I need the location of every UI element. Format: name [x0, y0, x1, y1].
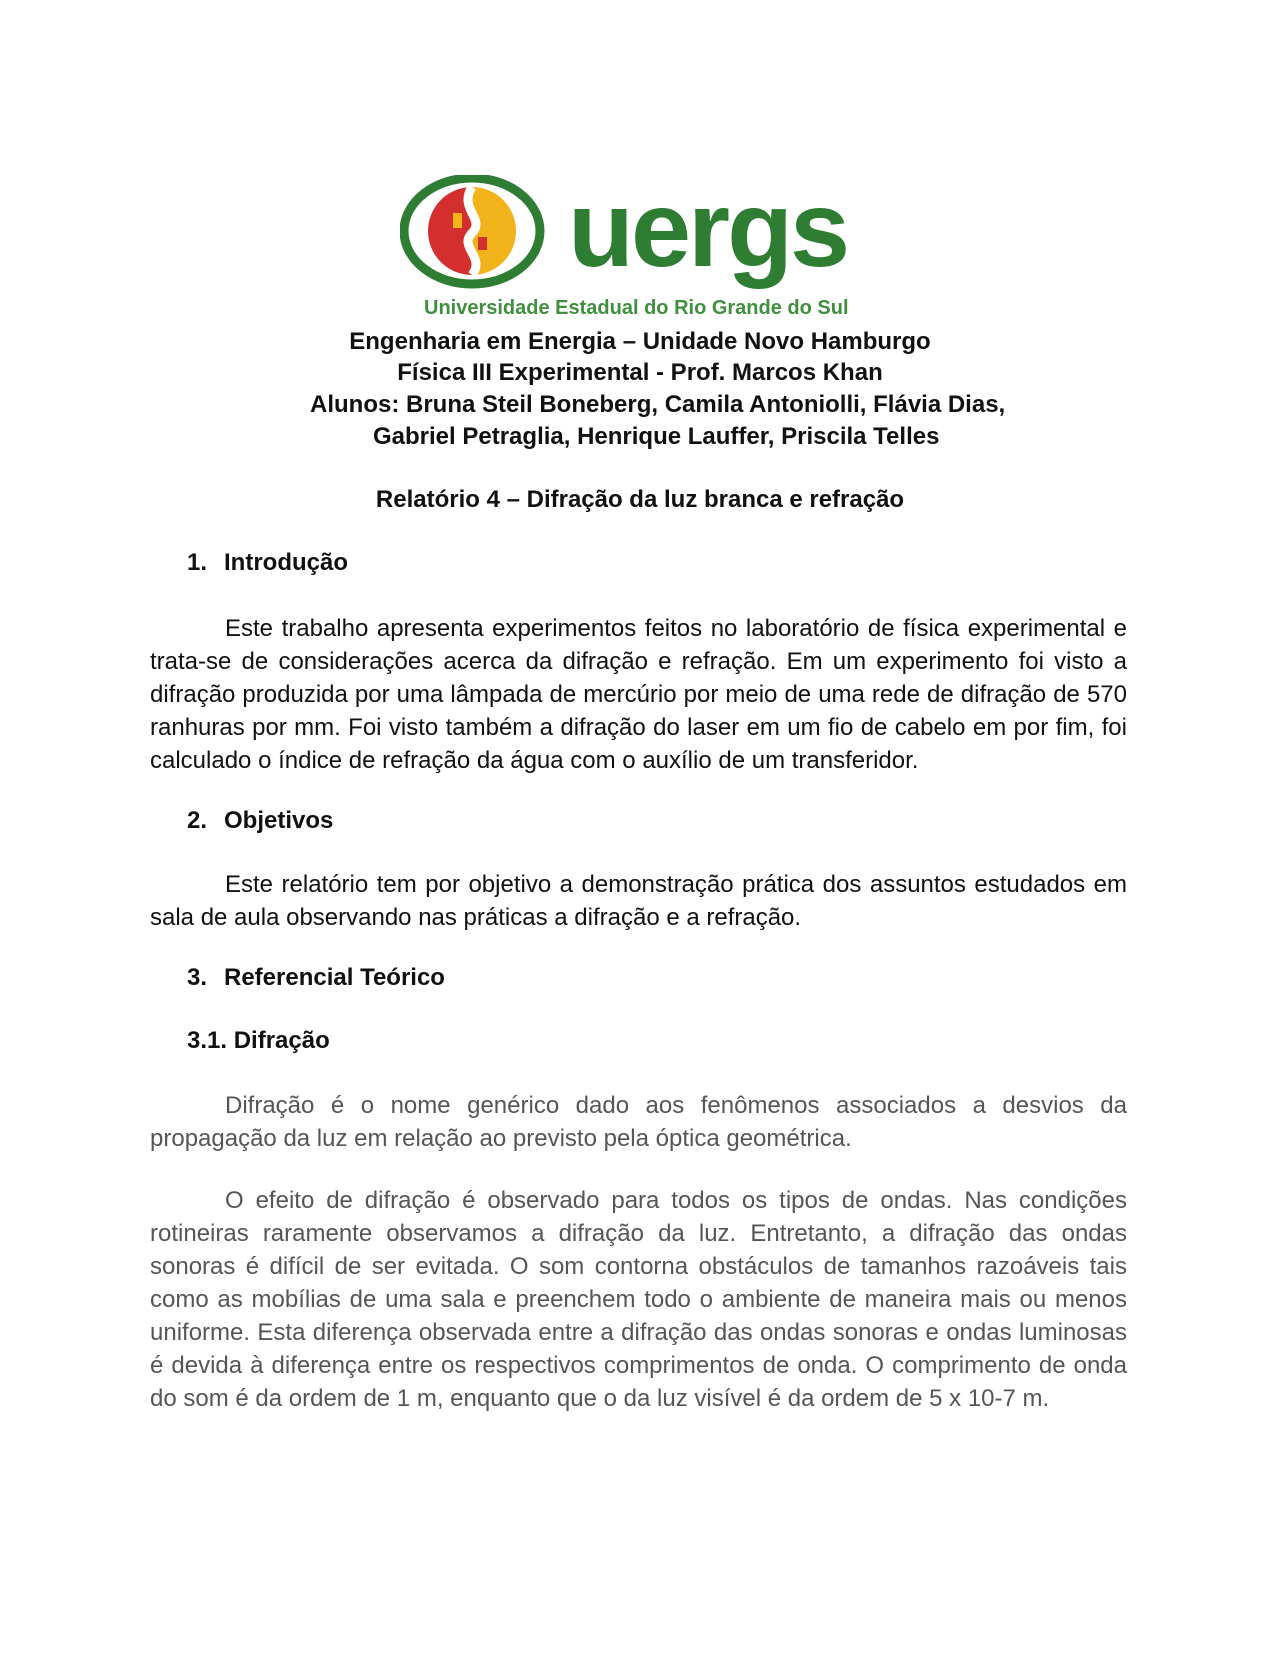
students-line-1: Alunos: Bruna Steil Boneberg, Camila Antoniolli, Flávia Dias,	[310, 391, 1006, 418]
intro-paragraph: Este trabalho apresenta experimentos feitos no laboratório de física experimental e trata-se de considerações acerca da difração e refração. Em um experimento foi visto a difração produzida por uma lâmpada de mercúrio por meio de uma rede de difração de 570 ranhuras por mm. Foi visto também a difração do laser em um fio de cabelo em por fim, foi calculado o índice de refração da água com o auxílio de um transferidor.	[150, 615, 1127, 774]
section-heading-objectives	[187, 806, 333, 836]
students-line-2: Gabriel Petraglia, Henrique Lauffer, Priscila Telles	[373, 423, 940, 450]
logo-wordmark: uergs	[568, 168, 848, 289]
section-title: Introdução	[224, 549, 348, 576]
report-title: Relatório 4 – Difração da luz branca e refração	[375, 486, 905, 513]
subsection-heading-diffraction: 3.1. Difração	[187, 1027, 330, 1054]
diffraction-paragraph-2: O efeito de difração é observado para todos os tipos de ondas. Nas condições rotineiras raramente observamos a difração da luz. Entretanto, a difração das ondas sonoras é difícil de ser evitada. O som contorna obstáculos de tamanhos razoáveis tais como as mobílias de uma sala e preenchem todo o ambiente de maneira mais ou menos uniforme. Esta diferença observada entre a difração das ondas sonoras e ondas luminosas é devida à diferença entre os respectivos comprimentos de onda. O comprimento de onda do som é da ordem de 1 m, enquanto que o da luz visível é da ordem de 5 x 10-7 m.	[150, 1187, 1127, 1412]
course-line: Engenharia em Energia – Unidade Novo Hamburgo	[349, 328, 931, 355]
discipline-line: Física III Experimental - Prof. Marcos Khan	[397, 359, 883, 386]
section-title: Referencial Teórico	[224, 964, 445, 991]
section-number: 1.	[187, 549, 208, 576]
section-number: 2.	[187, 807, 208, 834]
logo-subtitle: Universidade Estadual do Rio Grande do Sul	[424, 297, 849, 319]
section-title: Objetivos	[224, 807, 334, 834]
diffraction-paragraph-1: Difração é o nome genérico dado aos fenômenos associados a desvios da propagação da luz em relação ao previsto pela óptica geométrica.	[150, 1092, 1127, 1152]
section-heading-intro	[187, 548, 348, 578]
objectives-paragraph: Este relatório tem por objetivo a demonstração prática dos assuntos estudados em sala de aula observando nas práticas a difração e a refração.	[150, 871, 1127, 931]
uergs-logo	[400, 168, 880, 325]
uergs-emblem-icon	[400, 175, 550, 295]
section-number: 3.	[187, 964, 208, 991]
section-heading-theory	[187, 963, 445, 993]
